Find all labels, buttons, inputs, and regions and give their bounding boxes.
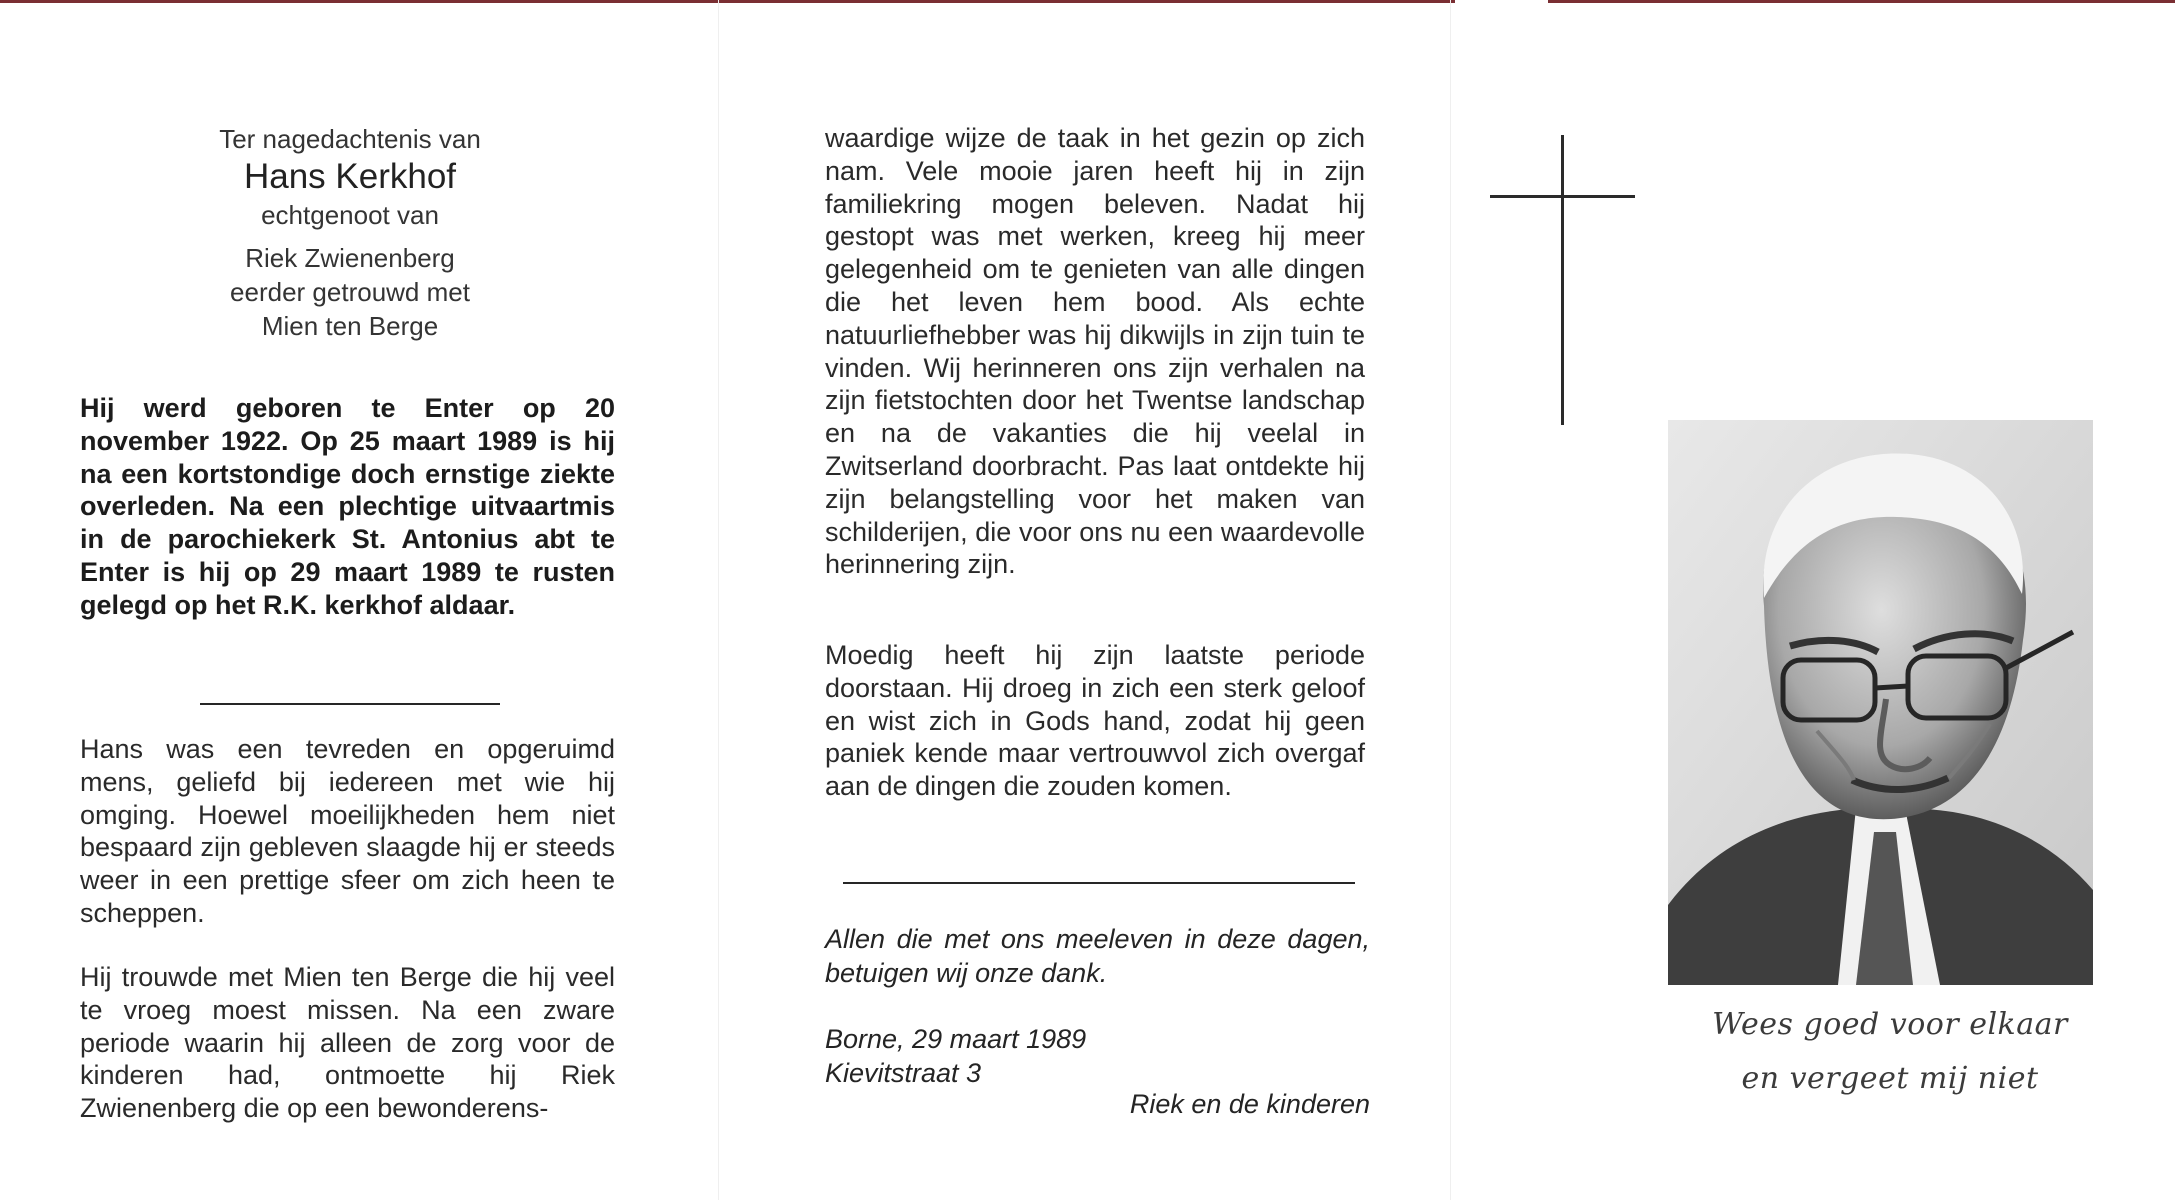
marriage-paragraph: Hij trouwde met Mien ten Berge die hij veel te vroeg moest missen. Na een zware periode waarin hij alleen de zorg voor de kinderen had, ontmoette hij Riek Zwienenberg die op een bewonderens- bbox=[80, 962, 615, 1124]
portrait-illustration bbox=[1668, 420, 2093, 985]
previous-spouse-name: Mien ten Berge bbox=[261, 311, 439, 341]
left-separator bbox=[200, 703, 500, 705]
spouse-relation: echtgenoot van bbox=[261, 200, 439, 230]
left-panel bbox=[80, 0, 620, 1200]
left-fold-line bbox=[718, 0, 719, 1200]
character-paragraph: Hans was een tevreden en opgeruimd mens, geliefd bij iedereen met wie hij omging. Hoewel moeilijkheden hem niet bespaard zijn gebleven slaagde hij er steeds weer in een prettige sfeer om zich heen te scheppen. bbox=[80, 734, 615, 928]
birth-death-paragraph: Hij werd geboren te Enter op 20 november 1922. Op 25 maart 1989 is hij na een kortstondige doch ernstige ziekte overleden. Na een plechtige uitvaartmis in de parochiekerk St. Antonius abt te Enter is hij op 29 maart 1989 te rusten gelegd op het R.K. kerkhof aldaar. bbox=[80, 393, 615, 620]
place-date: Borne, 29 maart 1989 bbox=[825, 1024, 1087, 1054]
family-signature: Riek en de kinderen bbox=[1129, 1089, 1370, 1119]
memorial-verse bbox=[1705, 998, 2075, 1106]
right-fold-line bbox=[1450, 0, 1451, 1200]
deceased-name: Hans Kerkhof bbox=[243, 157, 457, 196]
cross-icon bbox=[1490, 135, 1635, 425]
continuation-paragraph: waardige wijze de taak in het gezin op zich nam. Vele mooie jaren heeft hij in zijn familiekring mogen beleven. Nadat hij gestopt was met werken, kreeg hij meer gelegenheid om te genieten van alle dingen die het leven hem bood. Als echte natuurliefhebber was hij dikwijls in zijn tuin te vinden. Wij herinneren ons zijn verhalen na zijn fietstochten door het Twentse landschap en na de vakanties die hij veelal in Zwitserland doorbracht. Pas laat ontdekte hij zijn belangstelling voor het maken van schilderijen, die voor ons nu een waardevolle herinnering zijn. bbox=[825, 123, 1365, 580]
middle-panel bbox=[825, 0, 1370, 1200]
verse-line-1: Wees goed voor elkaar bbox=[1712, 1007, 2068, 1042]
middle-separator bbox=[843, 882, 1355, 884]
memorial-intro-line: Ter nagedachtenis van bbox=[219, 124, 481, 154]
portrait-photo bbox=[1668, 420, 2093, 985]
closing-paragraph: Moedig heeft hij zijn laatste periode doorstaan. Hij droeg in zich een sterk geloof en wist zich in Gods hand, zodat hij geen paniek kende maar vertrouwvol zich overgaf aan de dingen die zouden komen. bbox=[825, 640, 1365, 802]
address-line: Kievitstraat 3 bbox=[825, 1058, 982, 1088]
verse-line-2: en vergeet mij niet bbox=[1741, 1061, 2039, 1096]
cross-horizontal-bar bbox=[1490, 195, 1635, 198]
memorial-intro bbox=[80, 122, 620, 343]
previous-marriage-line: eerder getrouwd met bbox=[230, 277, 470, 307]
spouse-name: Riek Zwienenberg bbox=[245, 243, 455, 273]
cross-vertical-bar bbox=[1561, 135, 1564, 425]
thanks-paragraph: Allen die met ons meeleven in deze dagen, betuigen wij onze dank. bbox=[825, 924, 1370, 988]
right-panel bbox=[1455, 0, 2175, 1200]
